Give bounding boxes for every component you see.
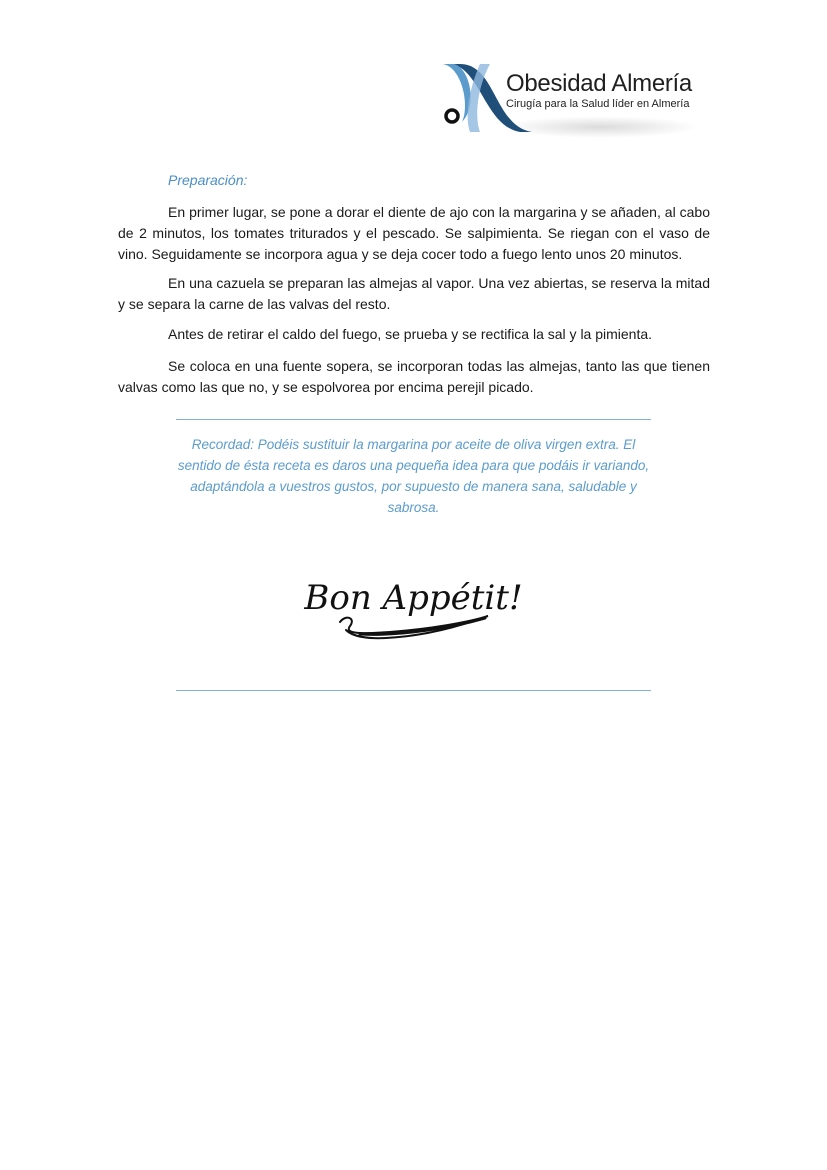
signoff-text: Bon Appétit! <box>304 578 523 618</box>
paragraph: En primer lugar, se pone a dorar el diente de ajo con la margarina y se añaden, al cabo de 2 minutos, los tomates triturados y el pescado. Se salpimienta. Se riegan con el vaso de vino. Seguidamente se incorpora agua y se deja cocer todo a fuego lento unos 20 minutos. <box>118 204 710 262</box>
paragraph: Antes de retirar el caldo del fuego, se prueba y se rectifica la sal y la pimienta. <box>168 326 653 342</box>
flourish-ornament-icon <box>330 612 500 642</box>
divider <box>176 690 651 691</box>
divider <box>176 419 651 420</box>
reminder-note: Recordad: Podéis sustituir la margarina por aceite de oliva virgen extra. El sentido de ésta receta es daros una pequeña idea para que podáis ir variando, adaptándola a vuestros gustos, por supuesto de manera sana, saludable y sabrosa. <box>177 437 650 515</box>
logo-subtitle: Cirugía para la Salud líder en Almería <box>506 98 690 110</box>
logo-title: Obesidad Almería <box>506 70 692 97</box>
section-heading: Preparación: <box>168 172 248 188</box>
paragraph: En una cazuela se preparan las almejas al vapor. Una vez abiertas, se reserva la mitad y se separa la carne de las valvas del resto. <box>118 275 710 312</box>
paragraph: Se coloca en una fuente sopera, se incorporan todas las almejas, tanto las que tienen valvas como las que no, y se espolvorea por encima perejil picado. <box>118 358 710 395</box>
clinic-logo <box>440 56 740 156</box>
